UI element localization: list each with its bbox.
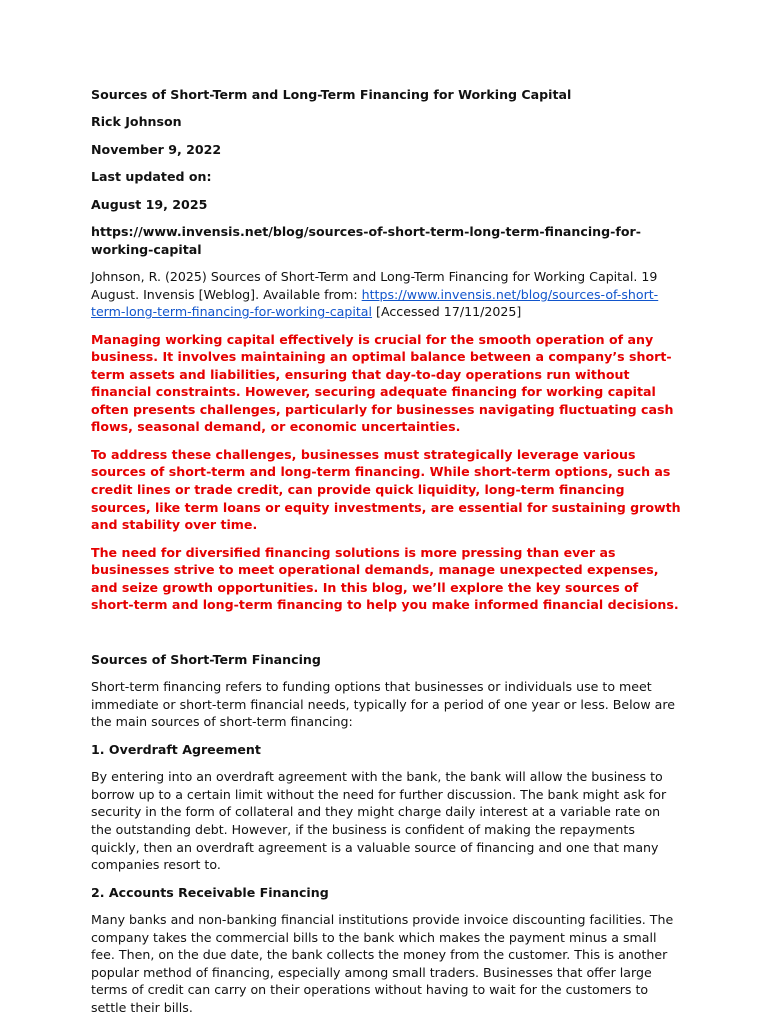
section-heading: Sources of Short-Term Financing: [91, 651, 321, 667]
source-url: https://www.invensis.net/blog/sources-of-short-term-long-term-financing-for-working-capital: [91, 223, 641, 257]
document-page: [91, 86, 681, 1026]
spacer: [91, 624, 681, 651]
citation: [91, 268, 681, 321]
updated-label: Last updated on:: [91, 169, 212, 185]
publish-date: November 9, 2022: [91, 141, 222, 157]
item-body-overdraft: By entering into an overdraft agreement with the bank, the bank will allow the business to borrow up to a certain limit without the need for further discussion. The bank might ask for security in the form of collateral and they might charge daily interest at a variable rate on the outstanding debt. However, if the business is confident of making the repayments quickly, then an overdraft agreement is a valuable source of financing and one that many companies resort to.: [91, 769, 667, 873]
item-body-receivables: Many banks and non-banking financial institutions provide invoice discounting facilities. The company takes the commercial bills to the bank which makes the payment minus a small fee. Then, on the due date, the bank collects the money from the customer. This is another popular method of financing, especially among small traders. Businesses that offer large terms of credit can carry on their operations without having to wait for the customers to settle their bills.: [91, 911, 674, 1015]
author-name: Rick Johnson: [91, 114, 182, 130]
updated-date: August 19, 2025: [91, 196, 208, 212]
document-title: Sources of Short-Term and Long-Term Financing for Working Capital: [91, 87, 572, 102]
citation-prefix: Johnson, R. (2025) Sources of Short-Term and Long-Term Financing for Working Capital. 19 August. Invensis [Weblog]. Available from:: [91, 268, 658, 302]
citation-link[interactable]: https://www.invensis.net/blog/sources-of-short-term-long-term-financing-for-working-capital: [91, 286, 659, 320]
item-heading-receivables: 2. Accounts Receivable Financing: [91, 884, 329, 900]
item-heading-overdraft: 1. Overdraft Agreement: [91, 741, 261, 757]
intro-paragraph-1: Managing working capital effectively is crucial for the smooth operation of any business. It involves maintaining an optimal balance between a company’s short-term assets and liabilities, ensuring that day-to-day operations run without financial constraints. However, securing adequate financing for working capital often presents challenges, particularly for businesses navigating fluctuating cash flows, seasonal demand, or economic uncertainties.: [91, 331, 674, 435]
intro-paragraph-3: The need for diversified financing solutions is more pressing than ever as businesses strive to meet operational demands, manage unexpected expenses, and seize growth opportunities. In this blog, we’ll explore the key sources of short-term and long-term financing to help you make informed financial decisions.: [91, 544, 679, 613]
citation-suffix: [Accessed 17/11/2025]: [372, 304, 522, 320]
intro-paragraph-2: To address these challenges, businesses must strategically leverage various sources of short-term and long-term financing. While short-term options, such as credit lines or trade credit, can provide quick liquidity, long-term financing sources, like term loans or equity investments, are essential for sustaining growth and stability over time.: [91, 446, 681, 533]
section-intro: Short-term financing refers to funding options that businesses or individuals use to meet immediate or short-term financial needs, typically for a period of one year or less. Below are the main sources of short-term financing:: [91, 679, 676, 730]
